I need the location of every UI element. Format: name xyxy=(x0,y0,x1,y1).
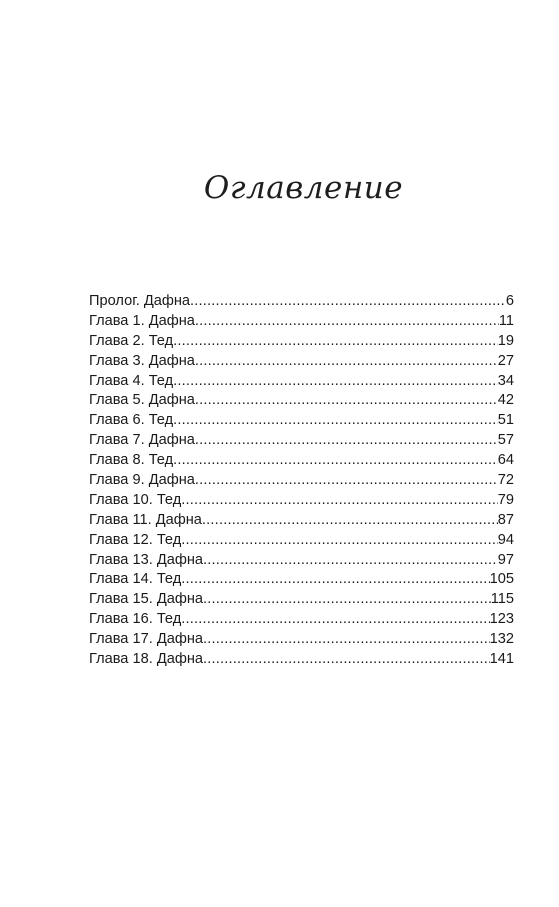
toc-entry-page: 72 xyxy=(497,472,514,489)
toc-leader-dots xyxy=(203,630,490,650)
toc-entry-page: 97 xyxy=(497,551,514,568)
toc-entry xyxy=(89,471,514,491)
toc-entry-title: Глава 8. Тед xyxy=(89,452,174,469)
toc-leader-dots xyxy=(190,292,506,312)
toc-entry xyxy=(89,372,514,392)
toc-entry-page: 141 xyxy=(489,651,514,668)
toc-entry-title: Глава 16. Тед xyxy=(89,611,182,628)
toc-entry-page: 79 xyxy=(497,491,514,508)
toc-entry xyxy=(89,511,514,531)
toc-entry-page: 123 xyxy=(489,611,514,628)
toc-entry-page: 51 xyxy=(497,412,514,429)
toc-entry-page: 105 xyxy=(489,571,514,588)
toc-entry-page: 6 xyxy=(505,293,514,309)
toc-entry xyxy=(89,531,514,551)
toc-entry xyxy=(89,431,514,451)
toc-entry xyxy=(89,332,514,352)
toc-entry-page: 42 xyxy=(497,392,514,409)
toc-leader-dots xyxy=(195,391,498,411)
toc-leader-dots xyxy=(173,372,498,392)
toc-entry-title: Глава 12. Тед xyxy=(89,531,182,548)
toc-entry-page: 19 xyxy=(497,332,514,349)
toc-entry-title: Глава 14. Тед xyxy=(89,571,182,588)
toc-entry-page: 132 xyxy=(489,631,514,648)
toc-entry-title: Глава 5. Дафна xyxy=(89,392,195,409)
toc-leader-dots xyxy=(203,590,491,610)
toc-entry xyxy=(89,352,514,372)
toc-entry xyxy=(89,411,514,431)
toc-leader-dots xyxy=(173,451,498,471)
toc-entry-title: Глава 2. Тед xyxy=(89,332,174,349)
toc-leader-dots xyxy=(203,650,490,670)
toc-entry-title: Глава 17. Дафна xyxy=(89,631,203,648)
toc-leader-dots xyxy=(181,531,498,551)
toc-entry-page: 94 xyxy=(497,531,514,548)
toc-leader-dots xyxy=(181,610,489,630)
toc-entry xyxy=(89,391,514,411)
toc-entry xyxy=(89,610,514,630)
toc-entry-page: 27 xyxy=(497,352,514,369)
toc-leader-dots xyxy=(173,411,498,431)
toc-entry-title: Глава 1. Дафна xyxy=(89,312,195,329)
toc-entry-page: 57 xyxy=(497,432,514,449)
toc-leader-dots xyxy=(181,570,489,590)
toc-entry xyxy=(89,292,514,312)
toc-entry xyxy=(89,590,514,610)
toc-leader-dots xyxy=(181,491,498,511)
toc-leader-dots xyxy=(195,471,498,491)
toc-leader-dots xyxy=(173,332,498,352)
toc-leader-dots xyxy=(195,312,499,332)
toc-entry xyxy=(89,650,514,670)
toc-entry-page: 115 xyxy=(490,591,514,608)
toc-entry-page: 34 xyxy=(497,372,514,389)
contents-heading: Оглавление xyxy=(203,170,404,206)
toc-entry-page: 64 xyxy=(497,452,514,469)
toc-entry-page: 11 xyxy=(498,312,514,329)
toc-leader-dots xyxy=(195,352,498,372)
toc-entry xyxy=(89,551,514,571)
toc-entry-title: Глава 6. Тед xyxy=(89,412,174,429)
toc-entry xyxy=(89,312,514,332)
toc-entry-title: Глава 3. Дафна xyxy=(89,352,195,369)
toc-entry xyxy=(89,451,514,471)
toc-entry-title: Пролог. Дафна xyxy=(89,293,191,309)
toc-entry-title: Глава 13. Дафна xyxy=(89,551,203,568)
toc-entry-title: Глава 4. Тед xyxy=(89,372,174,389)
toc-entry-title: Глава 11. Дафна xyxy=(89,511,202,528)
toc-entry-title: Глава 10. Тед xyxy=(89,491,182,508)
toc-leader-dots xyxy=(195,431,498,451)
toc-entry-title: Глава 7. Дафна xyxy=(89,432,195,449)
table-of-contents xyxy=(89,292,514,670)
toc-entry xyxy=(89,491,514,511)
toc-leader-dots xyxy=(202,511,498,531)
toc-entry-title: Глава 9. Дафна xyxy=(89,472,195,489)
toc-entry-page: 87 xyxy=(497,511,514,528)
toc-entry-title: Глава 15. Дафна xyxy=(89,591,203,608)
toc-leader-dots xyxy=(203,551,498,571)
toc-entry xyxy=(89,570,514,590)
toc-entry-title: Глава 18. Дафна xyxy=(89,651,203,668)
toc-entry xyxy=(89,630,514,650)
